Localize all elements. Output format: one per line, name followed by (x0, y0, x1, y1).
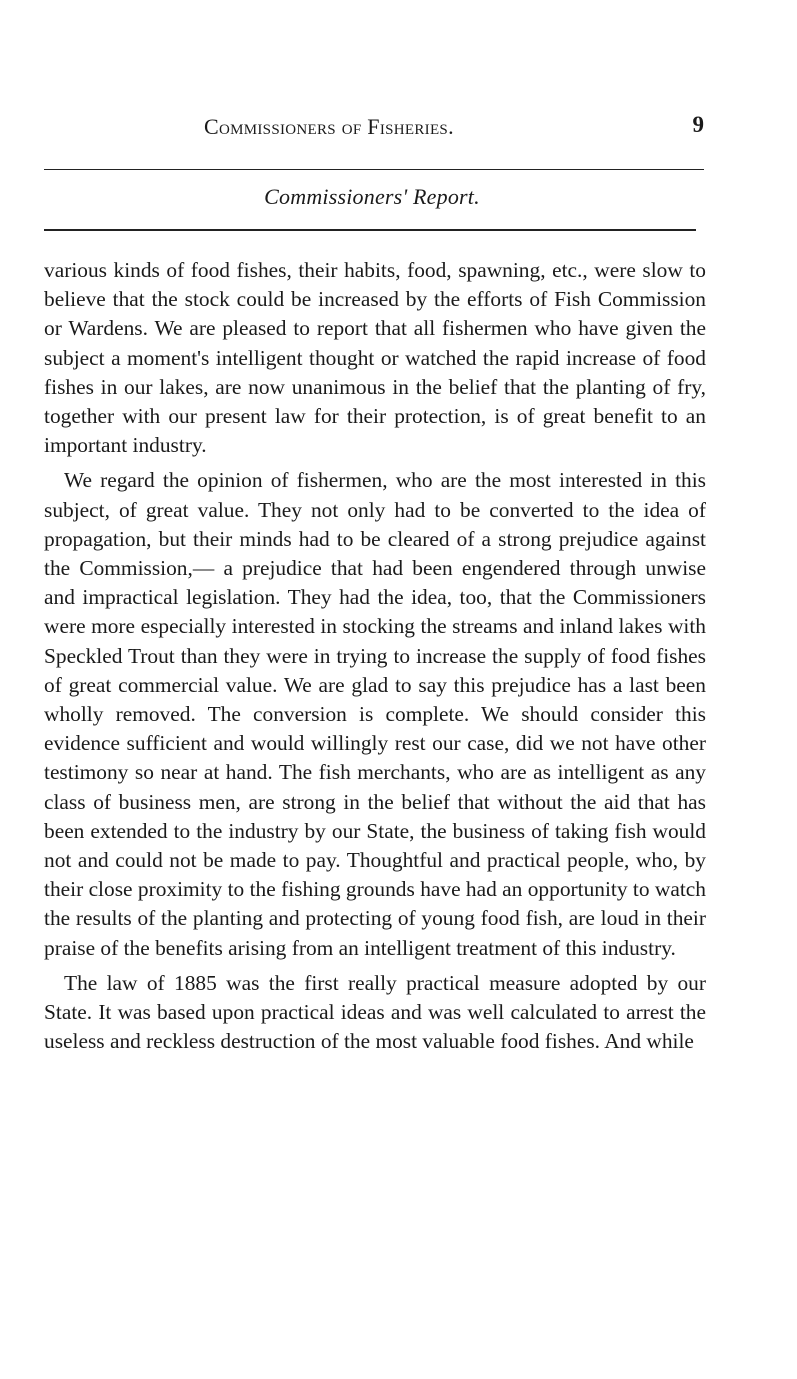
running-title: Commissioners of Fisheries. (204, 114, 454, 139)
paragraph-law-of-1885: The law of 1885 was the first really practical measure adopted by our State. It was based upon practical ideas and was well calculated to arrest the useless and reckless destruction of the most valuable food fishes. And while (44, 970, 706, 1054)
section-title: Commissioners' Report. (264, 184, 480, 209)
page-number: 9 (692, 112, 704, 137)
page-header (42, 110, 706, 146)
header-rule (44, 169, 704, 170)
paragraph-continued: various kinds of food fishes, their habits, food, spawning, etc., were slow to believe that the stock could be increased by the efforts of Fish Commission or Wardens. We are pleased to report that all fishermen who have given the subject a moment's intelligent thought or watched the rapid increase of food fishes in our lakes, are now unanimous in the belief that the planting of fry, together with our present law for their protection, is of great benefit to an important industry. (44, 258, 706, 458)
section-rule (44, 229, 696, 231)
body-text (44, 256, 706, 1056)
paragraph-fishermen-opinion: We regard the opinion of fishermen, who are the most interested in this subject, of great value. They not only had to be converted to the idea of propagation, but their minds had to be cleared of a strong prejudice against the Commission,— a prejudice that had been engendered through unwise and impractical legislation. They had the idea, too, that the Commissioners were more especially interested in stocking the streams and inland lakes with Speckled Trout than they were in trying to increase the supply of food fishes of great commercial value. We are glad to say this prejudice has a last been wholly removed. The conversion is complete. We should consider this evidence sufficient and would willingly rest our case, did we not have other testimony so near at hand. The fish merchants, who are as intelligent as any class of business men, are strong in the belief that without the aid that has been extended to the industry by our State, the business of taking fish would not and could not be made to pay. Thoughtful and practical people, who, by their close proximity to the fishing grounds have had an opportunity to watch the results of the planting and protecting of young food fish, are loud in their praise of the benefits arising from an intelligent treatment of this industry. (44, 468, 706, 960)
